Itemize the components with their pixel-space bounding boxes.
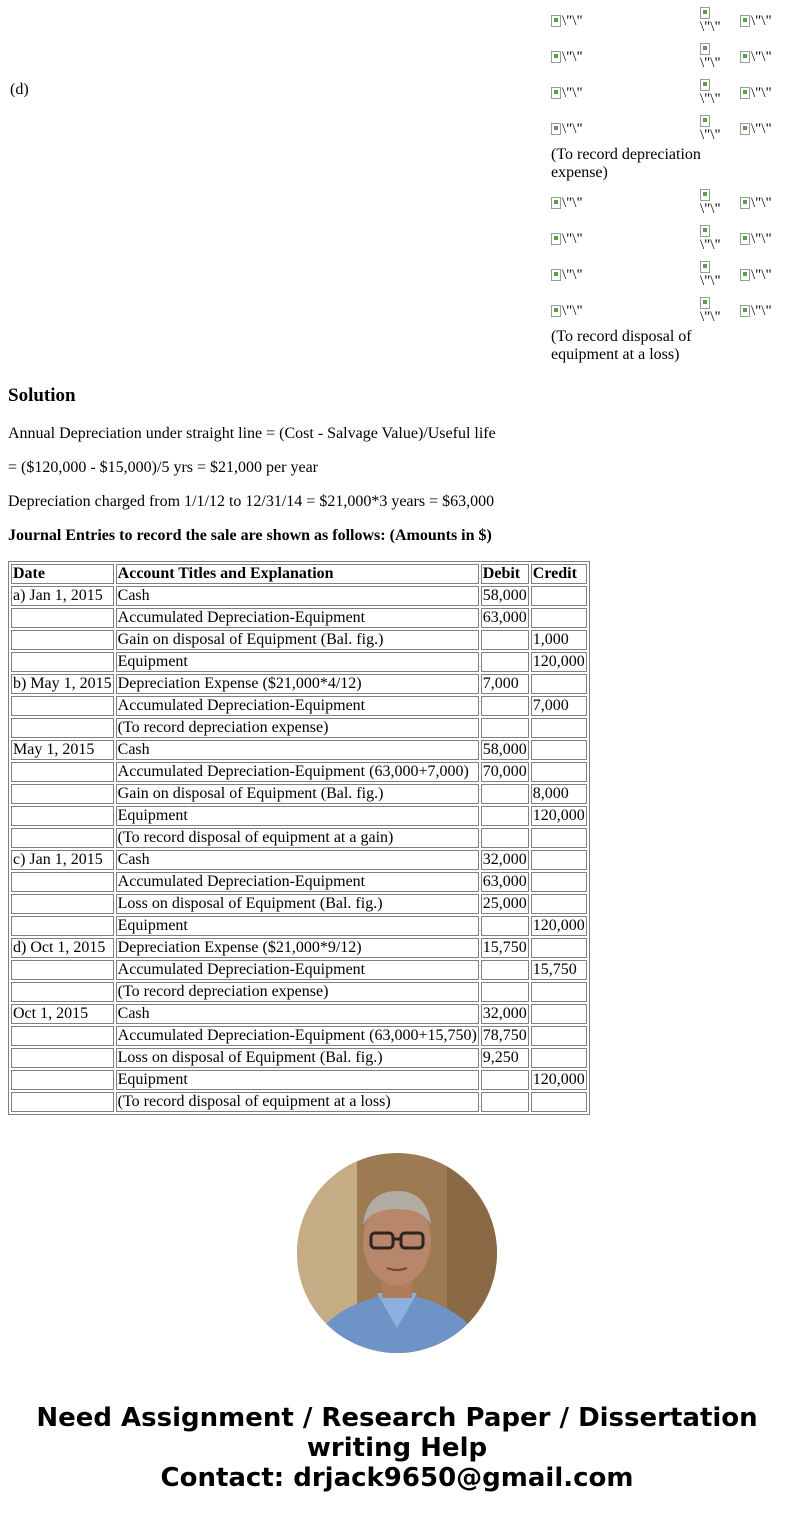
cell-account: Cash xyxy=(116,586,479,606)
cell-account: Accumulated Depreciation-Equipment xyxy=(116,696,479,716)
cell-credit xyxy=(531,850,587,870)
broken-image: \"\" xyxy=(740,304,772,319)
broken-image: \"\" xyxy=(740,196,772,211)
cell-credit xyxy=(531,762,587,782)
broken-image: \"\" xyxy=(700,78,724,106)
broken-image: \"\" xyxy=(700,296,724,324)
cell-date: c) Jan 1, 2015 xyxy=(11,850,114,870)
cell-credit: 7,000 xyxy=(531,696,587,716)
broken-image: \"\" xyxy=(740,86,772,101)
broken-image-row xyxy=(551,185,791,217)
table-row xyxy=(11,850,587,870)
cell-account: Gain on disposal of Equipment (Bal. fig.) xyxy=(116,784,479,804)
cell-account: Cash xyxy=(116,850,479,870)
cell-debit: 70,000 xyxy=(482,763,527,780)
cell-account: (To record disposal of equipment at a loss) xyxy=(116,1092,479,1112)
table-row xyxy=(11,608,587,628)
broken-image: \"\" xyxy=(700,188,724,216)
cell-date: May 1, 2015 xyxy=(11,740,114,760)
cell-account: Depreciation Expense ($21,000*4/12) xyxy=(116,674,479,694)
table-header-row xyxy=(11,564,587,584)
cell-debit xyxy=(481,718,529,738)
broken-image: \"\" xyxy=(740,14,772,29)
table-row xyxy=(11,762,587,782)
broken-image: \"\" xyxy=(700,114,724,142)
cell-date xyxy=(11,872,114,892)
cell-account: (To record disposal of equipment at a gain) xyxy=(116,828,479,848)
table-row xyxy=(11,652,587,672)
cell-credit xyxy=(531,1004,587,1024)
cell-debit xyxy=(481,828,529,848)
cell-account: Accumulated Depreciation-Equipment (63,000+15,750) xyxy=(117,1027,477,1044)
cell-credit xyxy=(531,872,587,892)
cell-credit: 120,000 xyxy=(532,653,585,670)
cell-debit: 25,000 xyxy=(482,895,527,912)
broken-image-row xyxy=(551,221,791,253)
cell-account: Cash xyxy=(116,740,479,760)
cell-credit xyxy=(531,938,587,958)
cell-account: Loss on disposal of Equipment (Bal. fig.) xyxy=(116,1048,479,1068)
broken-image: \"\" xyxy=(740,50,772,65)
cell-credit xyxy=(531,674,587,694)
journal-heading: Journal Entries to record the sale are shown as follows: (Amounts in $) xyxy=(8,527,492,544)
cell-debit xyxy=(481,784,529,804)
depreciation-formula: Annual Depreciation under straight line = (Cost - Salvage Value)/Useful life xyxy=(8,425,496,442)
table-row xyxy=(11,828,587,848)
cell-credit xyxy=(531,1092,587,1112)
help-banner xyxy=(0,1403,794,1493)
cell-debit xyxy=(481,916,529,936)
cell-debit: 58,000 xyxy=(482,741,527,758)
cell-account: (To record depreciation expense) xyxy=(116,718,479,738)
cell-date: d) Oct 1, 2015 xyxy=(11,938,114,958)
cell-credit: 1,000 xyxy=(531,630,587,650)
cell-debit: 78,750 xyxy=(482,1027,527,1044)
broken-image: \"\" xyxy=(551,50,583,65)
cell-account: Accumulated Depreciation-Equipment xyxy=(116,960,479,980)
cell-credit xyxy=(531,1026,587,1046)
cell-date xyxy=(11,828,114,848)
cell-account: Depreciation Expense ($21,000*9/12) xyxy=(116,938,479,958)
cell-date xyxy=(11,652,114,672)
table-row xyxy=(11,938,587,958)
cell-credit: 8,000 xyxy=(531,784,587,804)
cell-date xyxy=(11,982,114,1002)
cell-credit: 15,750 xyxy=(531,960,587,980)
broken-image-row xyxy=(551,75,791,107)
broken-image: \"\" xyxy=(700,6,724,34)
cell-date: b) May 1, 2015 xyxy=(13,675,112,692)
header-credit: Credit xyxy=(531,564,587,584)
cell-debit xyxy=(481,982,529,1002)
table-row xyxy=(11,960,587,980)
cell-debit xyxy=(481,1070,529,1090)
cell-date xyxy=(11,1070,114,1090)
broken-image: \"\" xyxy=(551,232,583,247)
cell-debit xyxy=(481,652,529,672)
cell-credit xyxy=(531,894,587,914)
table-row xyxy=(11,872,587,892)
broken-image: \"\" xyxy=(740,268,772,283)
cell-date xyxy=(11,696,114,716)
cell-credit xyxy=(531,608,587,628)
cell-date xyxy=(11,718,114,738)
table-row xyxy=(11,586,587,606)
cell-date xyxy=(11,1092,114,1112)
cell-date xyxy=(11,806,114,826)
cell-debit xyxy=(481,1092,529,1112)
table-row xyxy=(11,1004,587,1024)
cell-date xyxy=(11,784,114,804)
cell-date xyxy=(11,960,114,980)
table-row xyxy=(11,1092,587,1112)
table-row xyxy=(11,916,587,936)
help-line-1: Need Assignment / Research Paper / Dissertation xyxy=(36,1403,758,1433)
broken-image: \"\" xyxy=(740,232,772,247)
cell-credit xyxy=(531,982,587,1002)
cell-date xyxy=(11,630,114,650)
depreciation-charged: Depreciation charged from 1/1/12 to 12/31/14 = $21,000*3 years = $63,000 xyxy=(8,493,495,510)
cell-debit: 9,250 xyxy=(481,1048,529,1068)
table-row xyxy=(11,894,587,914)
cell-account: Accumulated Depreciation-Equipment xyxy=(116,872,479,892)
author-avatar xyxy=(297,1153,497,1353)
cell-credit: 120,000 xyxy=(532,1071,585,1088)
cell-debit: 32,000 xyxy=(482,851,527,868)
note-depreciation-expense: (To record depreciation expense) xyxy=(551,146,701,181)
table-row xyxy=(11,740,587,760)
cell-credit: 120,000 xyxy=(532,807,585,824)
broken-image: \"\" xyxy=(551,122,583,137)
cell-account: Cash xyxy=(116,1004,479,1024)
cell-debit xyxy=(481,806,529,826)
broken-image: \"\" xyxy=(551,86,583,101)
cell-debit: 63,000 xyxy=(482,609,527,626)
table-row xyxy=(11,784,587,804)
broken-image-row xyxy=(551,3,791,35)
cell-date xyxy=(11,1026,114,1046)
cell-account: Accumulated Depreciation-Equipment (63,000+7,000) xyxy=(116,762,479,782)
cell-account: Equipment xyxy=(116,1070,479,1090)
cell-date xyxy=(11,608,114,628)
table-row xyxy=(11,718,587,738)
cell-credit xyxy=(531,1048,587,1068)
cell-credit: 120,000 xyxy=(532,917,585,934)
broken-image: \"\" xyxy=(551,14,583,29)
table-row xyxy=(11,806,587,826)
header-account: Account Titles and Explanation xyxy=(116,564,479,584)
cell-debit: 15,750 xyxy=(482,939,527,956)
broken-image: \"\" xyxy=(700,260,724,288)
journal-entries-table xyxy=(8,561,590,1115)
cell-date xyxy=(11,916,114,936)
broken-image: \"\" xyxy=(551,268,583,283)
cell-debit: 32,000 xyxy=(482,1005,527,1022)
cell-debit: 58,000 xyxy=(482,587,527,604)
cell-debit xyxy=(481,630,529,650)
table-row xyxy=(11,674,587,694)
cell-date xyxy=(11,762,114,782)
cell-date xyxy=(11,1048,114,1068)
cell-account: Accumulated Depreciation-Equipment xyxy=(116,608,479,628)
help-line-2: writing Help xyxy=(306,1433,488,1463)
note-disposal-loss: (To record disposal of equipment at a loss) xyxy=(551,328,692,363)
contact-email[interactable]: Contact: drjack9650@gmail.com xyxy=(160,1463,634,1493)
cell-account: Loss on disposal of Equipment (Bal. fig.) xyxy=(116,894,479,914)
part-d-label: (d) xyxy=(10,81,29,98)
cell-credit xyxy=(531,740,587,760)
cell-date xyxy=(11,894,114,914)
table-row xyxy=(11,1048,587,1068)
cell-credit xyxy=(531,828,587,848)
cell-account: (To record depreciation expense) xyxy=(116,982,479,1002)
cell-account: Equipment xyxy=(116,652,479,672)
cell-account: Gain on disposal of Equipment (Bal. fig.) xyxy=(116,630,479,650)
broken-image: \"\" xyxy=(700,42,724,70)
cell-account: Equipment xyxy=(116,916,479,936)
cell-debit: 63,000 xyxy=(482,873,527,890)
table-row xyxy=(11,630,587,650)
header-date: Date xyxy=(11,564,114,584)
solution-title: Solution xyxy=(8,385,76,406)
header-debit: Debit xyxy=(481,564,529,584)
broken-image-row xyxy=(551,39,791,71)
table-row xyxy=(11,696,587,716)
cell-debit xyxy=(481,960,529,980)
broken-image: \"\" xyxy=(551,304,583,319)
cell-debit: 7,000 xyxy=(481,674,529,694)
cell-debit xyxy=(481,696,529,716)
broken-image: \"\" xyxy=(551,196,583,211)
cell-date: a) Jan 1, 2015 xyxy=(11,586,114,606)
table-row xyxy=(11,1070,587,1090)
author-photo xyxy=(297,1153,497,1353)
broken-image: \"\" xyxy=(740,122,772,137)
table-row xyxy=(11,1026,587,1046)
table-row xyxy=(11,982,587,1002)
cell-date: Oct 1, 2015 xyxy=(11,1004,114,1024)
cell-credit xyxy=(531,718,587,738)
depreciation-calculation: = ($120,000 - $15,000)/5 yrs = $21,000 per year xyxy=(8,459,318,476)
cell-account: Equipment xyxy=(116,806,479,826)
broken-image-row xyxy=(551,293,791,325)
broken-image-row xyxy=(551,257,791,289)
cell-credit xyxy=(531,586,587,606)
broken-image-row xyxy=(551,111,791,143)
broken-image: \"\" xyxy=(700,224,724,252)
